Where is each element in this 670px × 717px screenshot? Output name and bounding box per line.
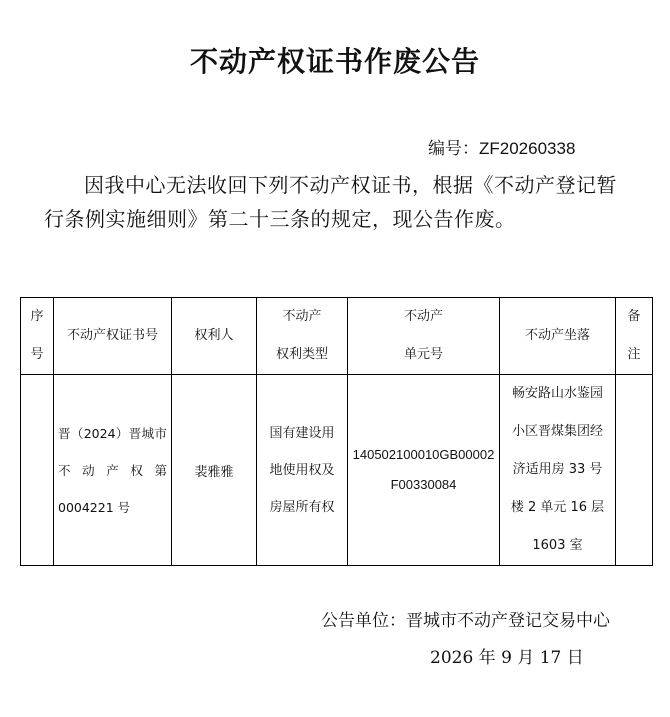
cell-location	[500, 375, 616, 566]
cell-seq	[21, 375, 54, 566]
document-number	[428, 134, 575, 159]
cell-right-type-line1: 国有建设用	[269, 425, 335, 441]
header-seq-line1: 序	[30, 309, 44, 324]
cell-holder: 裴雅雅	[172, 375, 257, 566]
cell-cert-no-line3: 0004221 号	[58, 499, 131, 515]
header-right-type-line1: 不动产	[282, 309, 322, 324]
document-number-value: ZF20260338	[479, 139, 576, 158]
cell-unit-no-line1: 140502100010GB00002	[352, 447, 495, 462]
header-cert-no: 不动产权证书号	[54, 298, 172, 375]
cell-cert-no	[54, 375, 172, 566]
header-location: 不动产坐落	[500, 298, 616, 375]
document-number-label: 编号：	[428, 139, 479, 159]
cell-right-type-line2: 地使用权及	[269, 462, 335, 478]
cell-location-line3: 济适用房 33 号	[512, 462, 603, 477]
header-unit-no	[348, 298, 500, 375]
header-remark	[616, 298, 653, 375]
table-row	[21, 375, 653, 566]
cell-cert-no-line1: 晋（2024）晋城市	[58, 425, 167, 441]
cell-right-type-line3: 房屋所有权	[269, 499, 335, 515]
issuer-line: 公告单位：晋城市不动产登记交易中心	[321, 611, 610, 631]
header-unit-no-line1: 不动产	[403, 309, 443, 324]
table-header-row	[21, 298, 653, 375]
header-remark-line1: 备	[627, 309, 641, 324]
header-unit-no-line2: 单元号	[403, 347, 443, 362]
announcement-paragraph: 因我中心无法收回下列不动产权证书，根据《不动产登记暂行条例实施细则》第二十三条的规定，现公告作废。	[44, 173, 617, 231]
header-remark-line2: 注	[627, 347, 641, 362]
cell-remark	[616, 375, 653, 566]
cell-location-line1: 畅安路山水鉴园	[511, 386, 603, 401]
header-right-type-line2: 权利类型	[275, 347, 328, 362]
cell-right-type	[257, 375, 348, 566]
header-seq-line2: 号	[30, 347, 44, 362]
document-title: 不动产权证书作废公告	[189, 45, 480, 78]
cell-location-line5: 1603 室	[532, 538, 583, 553]
header-holder: 权利人	[172, 298, 257, 375]
cell-unit-no	[348, 375, 500, 566]
cell-location-line2: 小区晋煤集团经	[511, 424, 603, 439]
cell-location-line4: 楼 2 单元 16 层	[510, 500, 605, 515]
cell-unit-no-line2: F00330084	[390, 477, 457, 492]
date-line: 2026 年 9 月 17 日	[430, 648, 584, 668]
cell-cert-no-line2: 不 动 产 权 第	[58, 462, 167, 478]
header-seq	[21, 298, 54, 375]
header-right-type	[257, 298, 348, 375]
certificate-table	[20, 297, 653, 566]
